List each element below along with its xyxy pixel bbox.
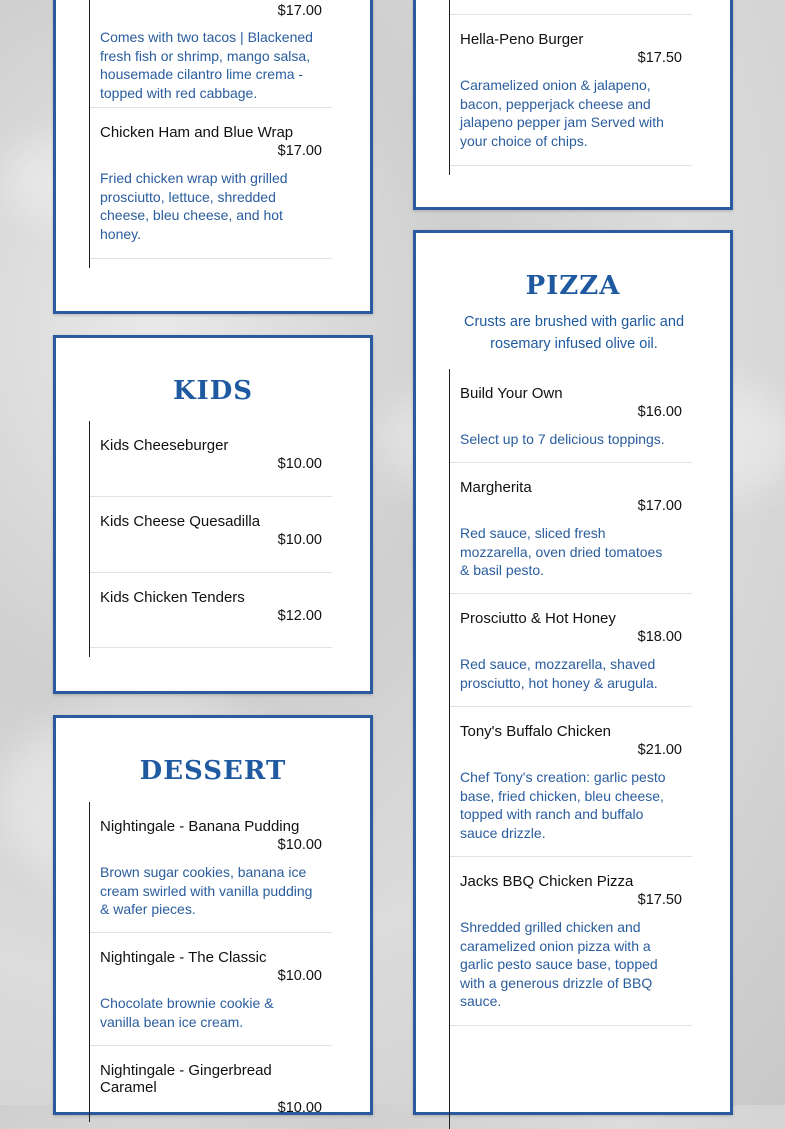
item-price: $10.00 bbox=[277, 456, 322, 472]
menu-item bbox=[90, 497, 332, 573]
menu-item bbox=[450, 369, 692, 463]
item-name: Nightingale - Banana Pudding bbox=[100, 818, 300, 835]
item-price: $10.00 bbox=[277, 1100, 322, 1116]
item-price: $10.00 bbox=[277, 532, 322, 548]
item-price: $12.00 bbox=[277, 608, 322, 624]
item-price: $16.00 bbox=[637, 404, 682, 420]
item-name: Prosciutto & Hot Honey bbox=[460, 610, 616, 627]
menu-item bbox=[90, 573, 332, 648]
item-description: Select up to 7 delicious toppings. bbox=[460, 431, 665, 447]
item-price: $17.00 bbox=[277, 3, 322, 19]
menu-item-list bbox=[89, 0, 332, 268]
menu-item-list bbox=[89, 421, 332, 657]
menu-item bbox=[90, 1046, 332, 1126]
section-title: PIZZA bbox=[525, 271, 621, 301]
item-description: Red sauce, sliced fresh mozzarella, oven dried tomatoes & basil pesto. bbox=[460, 525, 663, 578]
menu-item bbox=[90, 933, 332, 1046]
item-description: Chocolate brownie cookie & vanilla bean ice cream. bbox=[100, 995, 274, 1030]
menu-item-list bbox=[89, 802, 332, 1122]
menu-item bbox=[90, 0, 332, 108]
item-price: $17.00 bbox=[637, 498, 682, 514]
item-name: Build Your Own bbox=[460, 385, 563, 402]
menu-card-wraps bbox=[53, 0, 373, 314]
item-name: Margherita bbox=[460, 479, 532, 496]
menu-card-burgers bbox=[413, 0, 733, 210]
menu-item bbox=[90, 108, 332, 259]
item-description: Shredded grilled chicken and caramelized onion pizza with a garlic pesto sauce base, topped with a generous drizzle of BBQ sauce. bbox=[460, 919, 658, 1009]
item-description: Caramelized onion & jalapeno, bacon, pepperjack cheese and jalapeno pepper jam Served with your choice of chips. bbox=[460, 77, 664, 149]
menu-item bbox=[90, 421, 332, 497]
menu-card-pizza bbox=[413, 230, 733, 1115]
menu-item bbox=[450, 707, 692, 857]
section-title: DESSERT bbox=[139, 756, 287, 786]
section-title: KIDS bbox=[172, 376, 254, 406]
item-name: Nightingale - Gingerbread Caramel bbox=[100, 1062, 272, 1096]
section-description: Crusts are brushed with garlic and rosemary infused olive oil. bbox=[463, 314, 685, 352]
item-name: Hella-Peno Burger bbox=[460, 31, 584, 48]
menu-item-divider bbox=[450, 0, 692, 15]
item-name: Tony's Buffalo Chicken bbox=[460, 723, 612, 740]
item-price: $18.00 bbox=[637, 629, 682, 645]
item-price: $17.50 bbox=[637, 892, 682, 908]
item-name: Chicken Ham and Blue Wrap bbox=[100, 124, 294, 141]
item-name: Kids Chicken Tenders bbox=[100, 589, 245, 606]
item-price: $10.00 bbox=[277, 837, 322, 853]
item-name: Nightingale - The Classic bbox=[100, 949, 267, 966]
item-description: Fried chicken wrap with grilled prosciutto, lettuce, shredded cheese, bleu cheese, and hot honey. bbox=[100, 170, 288, 242]
menu-card-dessert bbox=[53, 715, 373, 1115]
item-description: Comes with two tacos | Blackened fresh fish or shrimp, mango salsa, housemade cilantro lime crema - topped with red cabbage. bbox=[100, 29, 313, 101]
item-name: Kids Cheese Quesadilla bbox=[100, 513, 261, 530]
item-price: $17.50 bbox=[637, 50, 682, 66]
menu-item bbox=[450, 857, 692, 1026]
item-name: Kids Cheeseburger bbox=[100, 437, 229, 454]
menu-item bbox=[450, 594, 692, 707]
menu-item bbox=[450, 15, 692, 166]
item-price: $21.00 bbox=[637, 742, 682, 758]
item-price: $10.00 bbox=[277, 968, 322, 984]
menu-item-list bbox=[449, 369, 692, 1129]
menu-item-list bbox=[449, 0, 692, 175]
item-description: Chef Tony's creation: garlic pesto base, fried chicken, bleu cheese, topped with ranch and buffalo sauce drizzle. bbox=[460, 769, 666, 841]
item-price: $17.00 bbox=[277, 143, 322, 159]
item-description: Red sauce, mozzarella, shaved prosciutto, hot honey & arugula. bbox=[460, 656, 658, 691]
menu-item bbox=[450, 463, 692, 594]
menu-card-kids bbox=[53, 335, 373, 694]
menu-item bbox=[90, 802, 332, 933]
item-name: Jacks BBQ Chicken Pizza bbox=[460, 873, 634, 890]
item-description: Brown sugar cookies, banana ice cream swirled with vanilla pudding & wafer pieces. bbox=[100, 864, 313, 917]
